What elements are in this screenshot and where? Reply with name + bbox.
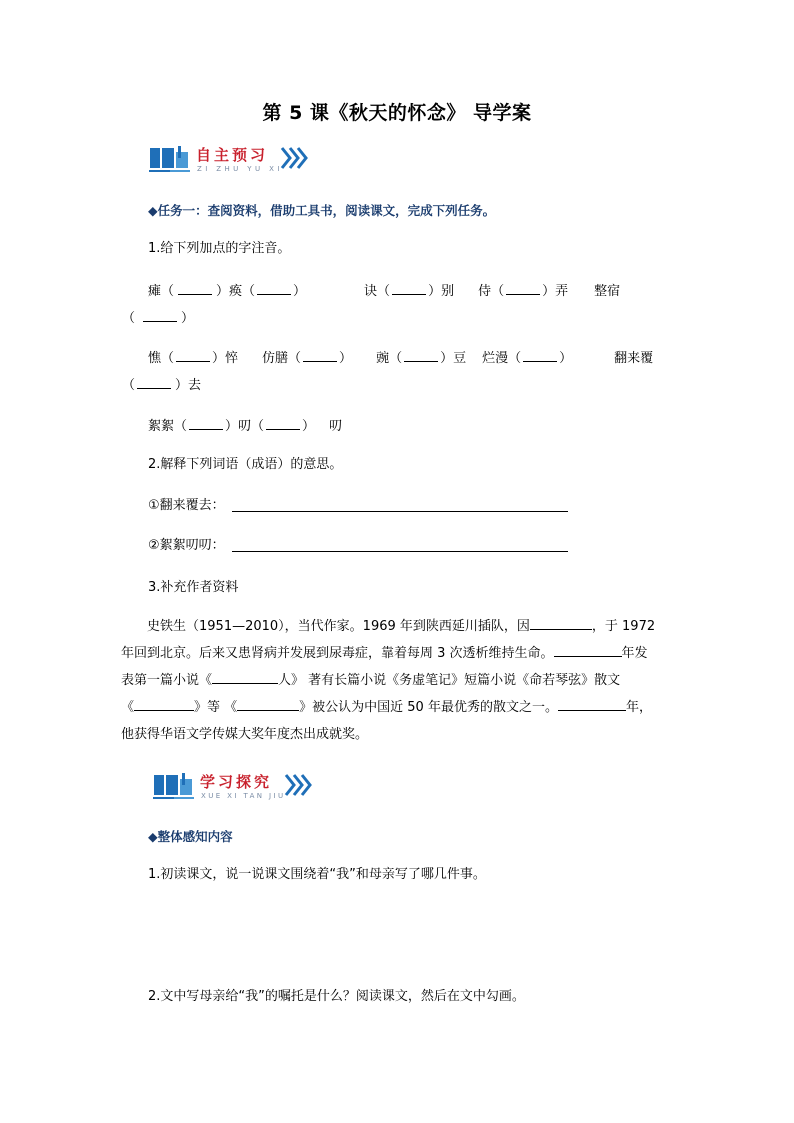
- banner-pinyin: XUE XI TAN JIU: [201, 792, 286, 800]
- definition-b-answer-line[interactable]: [232, 551, 568, 552]
- chevrons-right-icon: [284, 772, 314, 798]
- question-2-prompt: 2.解释下列词语（成语）的意思。: [148, 457, 343, 472]
- question-3-prompt: 3.补充作者资料: [148, 580, 239, 595]
- banner-title: 学习探究: [200, 773, 273, 791]
- pinyin-row-1-cont: （ ）: [122, 308, 194, 327]
- pinyin-row-1: 瘫（ ）痪（ ） 诀（ ）别 侍（ ）弄 整宿: [148, 281, 620, 300]
- explore-question-1: 1.初读课文，说一说课文围绕着“我”和母亲写了哪几件事。: [148, 867, 486, 882]
- section-banner-explore: [152, 771, 332, 807]
- definition-a-answer-line[interactable]: [232, 511, 568, 512]
- pinyin-row-2: 憔（ ）悴 仿膳（ ） 豌（ ）豆 烂漫（ ） 翻来覆: [148, 348, 653, 367]
- banner-pinyin: ZI ZHU YU XI: [197, 165, 283, 173]
- book-icon: [152, 771, 196, 801]
- page-title: 第 5 课《秋天的怀念》 导学案: [262, 102, 532, 124]
- author-profile-paragraph: 史铁生（1951—2010），当代作家。1969 年到陕西延川插队，因 ，于 1972 年回到北京。后来又患肾病并发展到尿毒症，靠着每周 3 次透析维持生命。 年发 表第一篇小说《 人》 著有长篇小说《务虚笔记》短篇小说《命若琴弦》散文 《 》等 《 》被公认为中国近 50 年最优秀的散文之一。 年， 他获得华语文学传媒大奖年度杰出成就奖。: [121, 613, 673, 748]
- section-banner-preview: [148, 144, 328, 180]
- pinyin-row-2-cont: （ ）去: [122, 375, 201, 394]
- definition-a-label: ①翻来覆去：: [148, 498, 225, 513]
- definition-b-label: ②絮絮叨叨：: [148, 538, 225, 553]
- banner-title: 自主预习: [196, 146, 269, 164]
- book-icon: [148, 144, 192, 174]
- task-two-heading: ◆整体感知内容: [148, 829, 233, 844]
- question-1-prompt: 1.给下列加点的字注音。: [148, 241, 291, 256]
- task-one-heading: ◆任务一：查阅资料，借助工具书，阅读课文，完成下列任务。: [148, 203, 496, 218]
- chevrons-right-icon: [280, 145, 310, 171]
- pinyin-row-3: 絮絮（ ）叨（ ） 叨: [148, 416, 342, 435]
- explore-question-2: 2.文中写母亲给“我”的嘱托是什么？阅读课文，然后在文中勾画。: [148, 989, 525, 1004]
